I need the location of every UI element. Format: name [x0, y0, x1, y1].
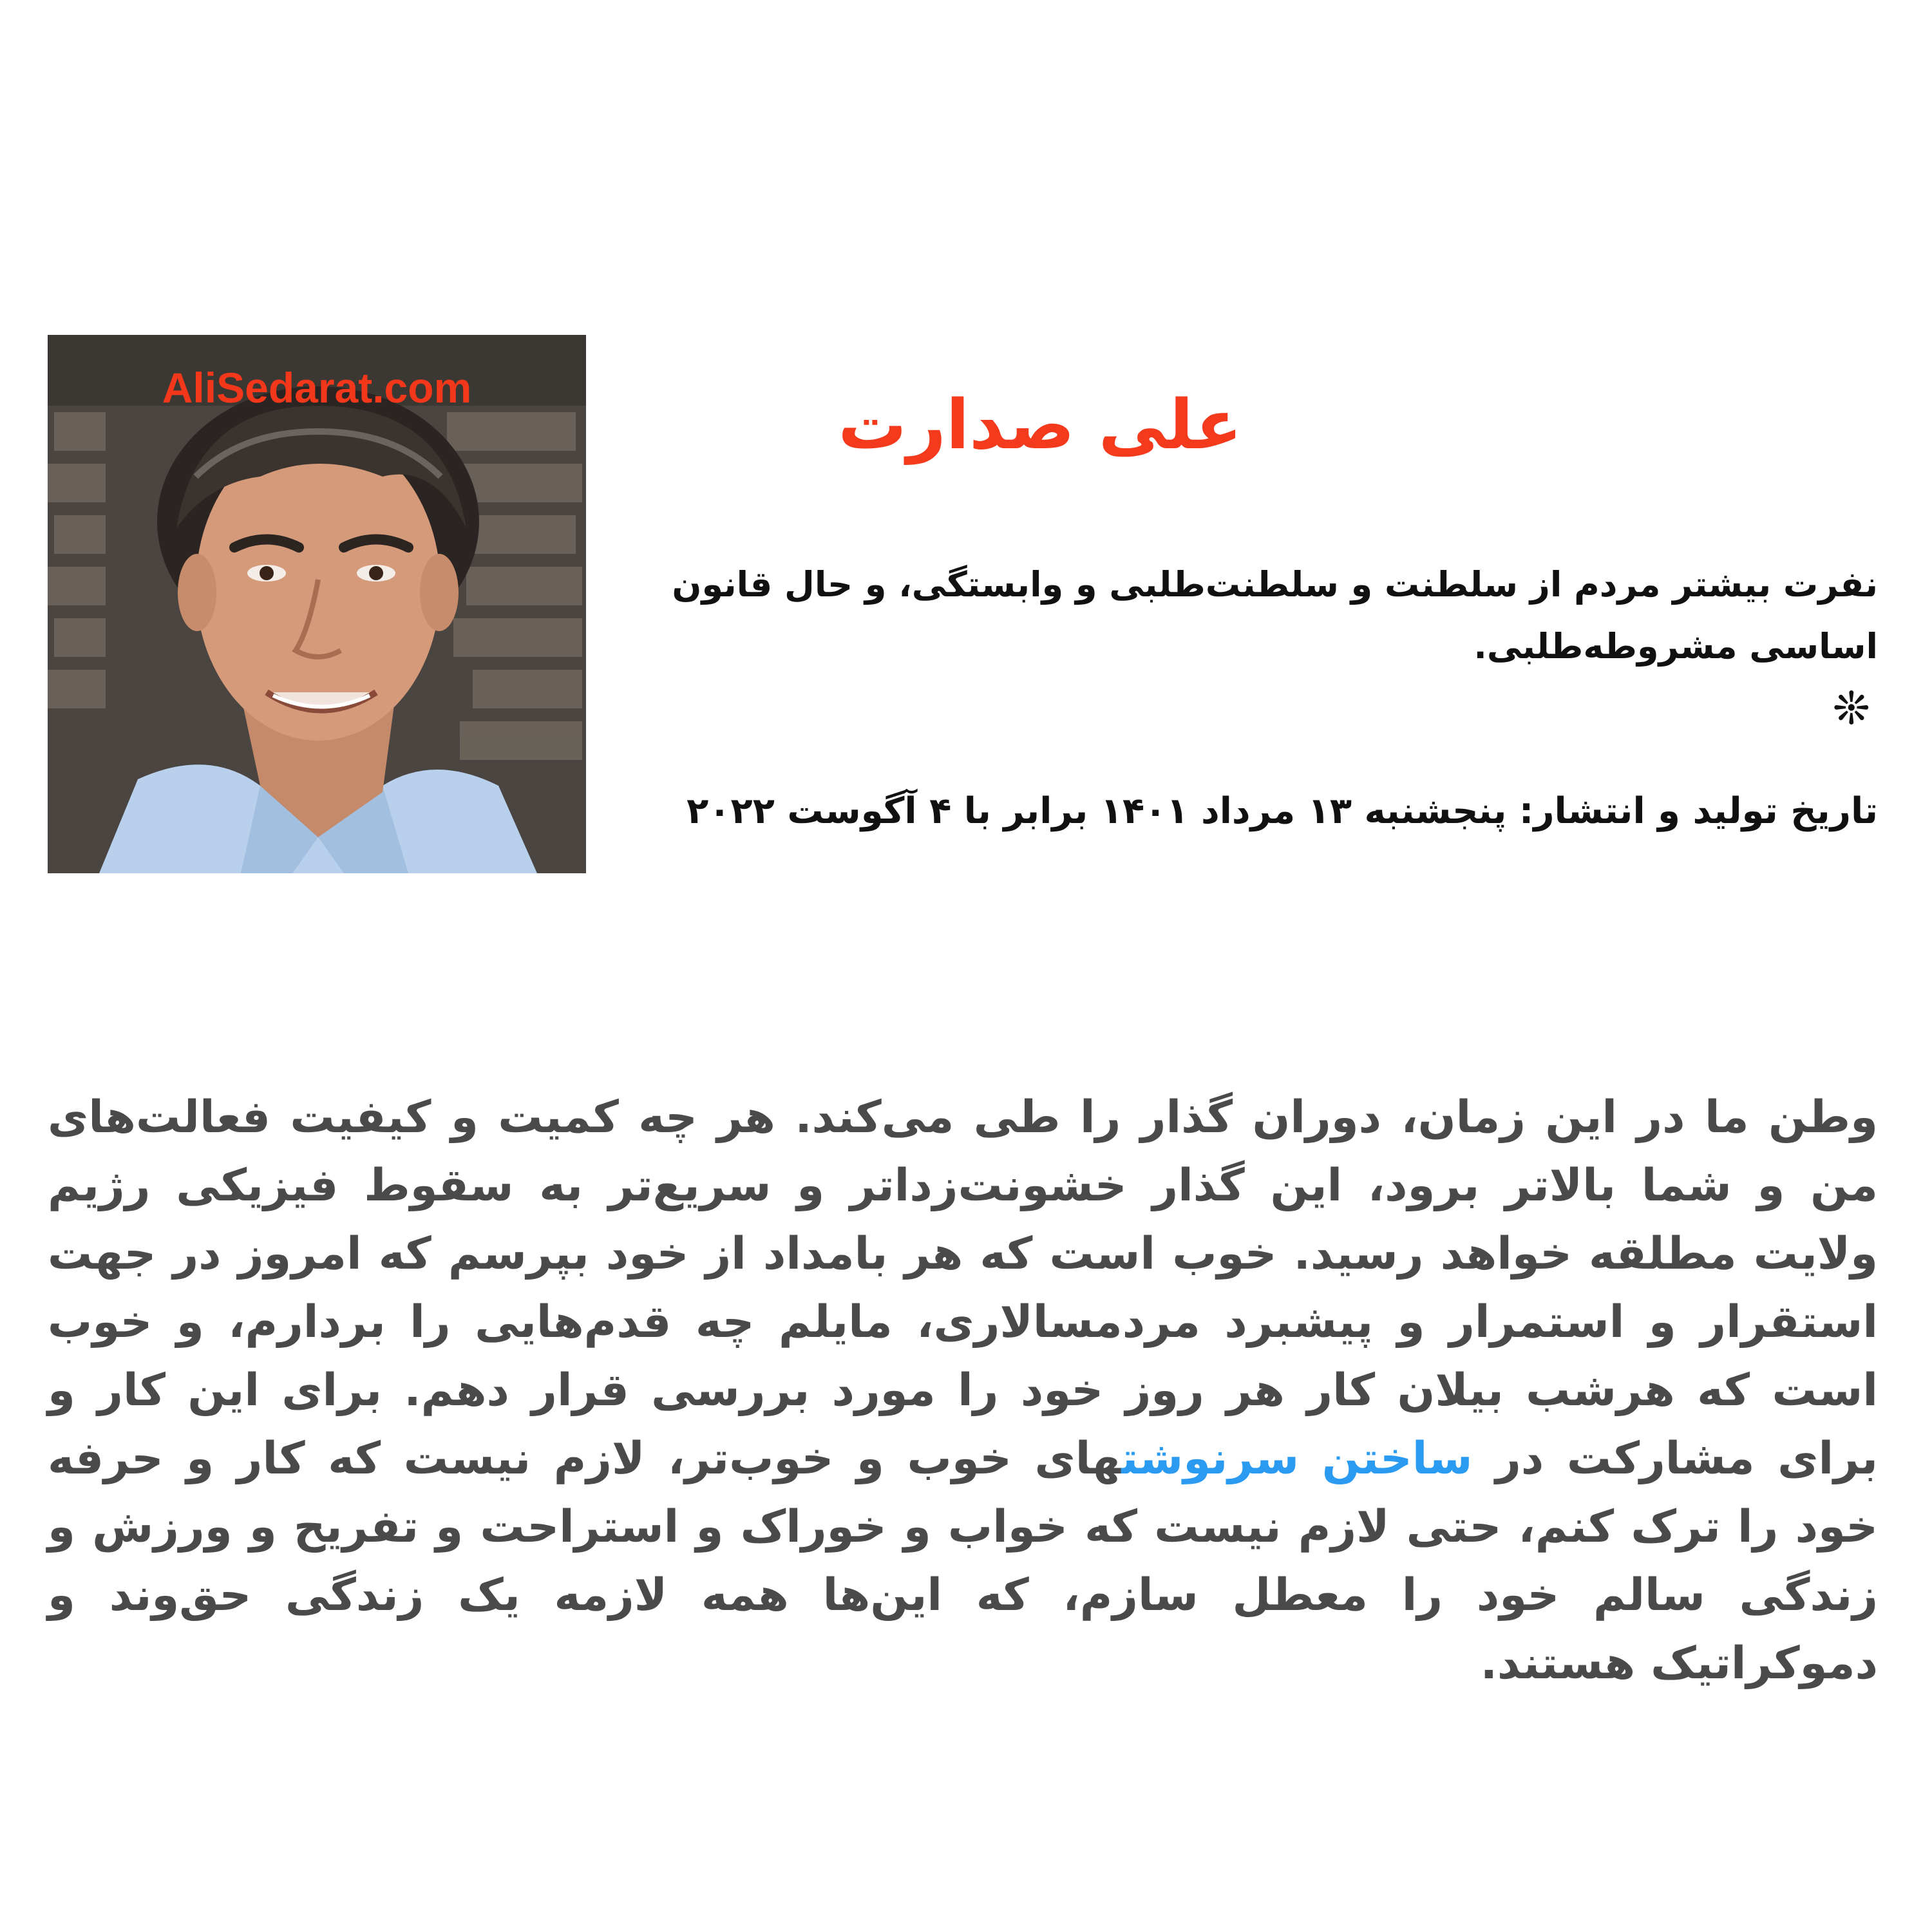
article-body — [48, 1083, 1878, 1698]
portrait-image — [48, 335, 586, 873]
sarnevesht-link[interactable]: ساختن سرنوشت — [1121, 1433, 1473, 1484]
author-name: علی صدارت — [838, 385, 1242, 464]
body-text-part1: وطن ما در این زمان، دوران گذار را طی می‌کند. هر چه کمیت و کیفیت فعالت‌های من و شما بالاتر برود، این گذار خشونت‌زداتر و سریع‌تر به سقوط فیزیکی رژیم ولایت مطلقه خواهد رسید. خوب است که هر بامداد از خود بپرسم که امروز در جهت استقرار و استمرار و پیشبرد مردمسالاری، مایلم چه قدم‌هایی را بردارم، و خوب است که هرشب بیلان کار هر روز خود را مورد بررسی قرار دهم. برای این کار و برای مشارکت در — [48, 1092, 1878, 1484]
portrait-watermark: AliSedarat.com — [162, 364, 472, 412]
separator-ornament: ❊ — [1832, 682, 1870, 735]
publication-date: تاریخ تولید و انتشار: پنجشنبه ۱۳ مرداد ۱۴۰۱ برابر با ۴ آگوست ۲۰۲۲ — [687, 790, 1878, 832]
author-portrait — [48, 335, 586, 873]
article-subtitle: نفرت بیشتر مردم از سلطنت و سلطنت‌طلبی و وابستگی، و حال قانون اساسی مشروطه‌طلبی. — [672, 564, 1878, 667]
body-text-part2: های خوب و خوب‌تر، لازم نیست که کار و حرفه خود را ترک کنم، حتی لازم نیست که خواب و خوراک و استراحت و تفریح و ورزش و زندگی سالم خود را معطل سازم، که این‌ها همه لازمه یک زندگی حق‌وند و دموکراتیک هستند. — [48, 1433, 1878, 1689]
